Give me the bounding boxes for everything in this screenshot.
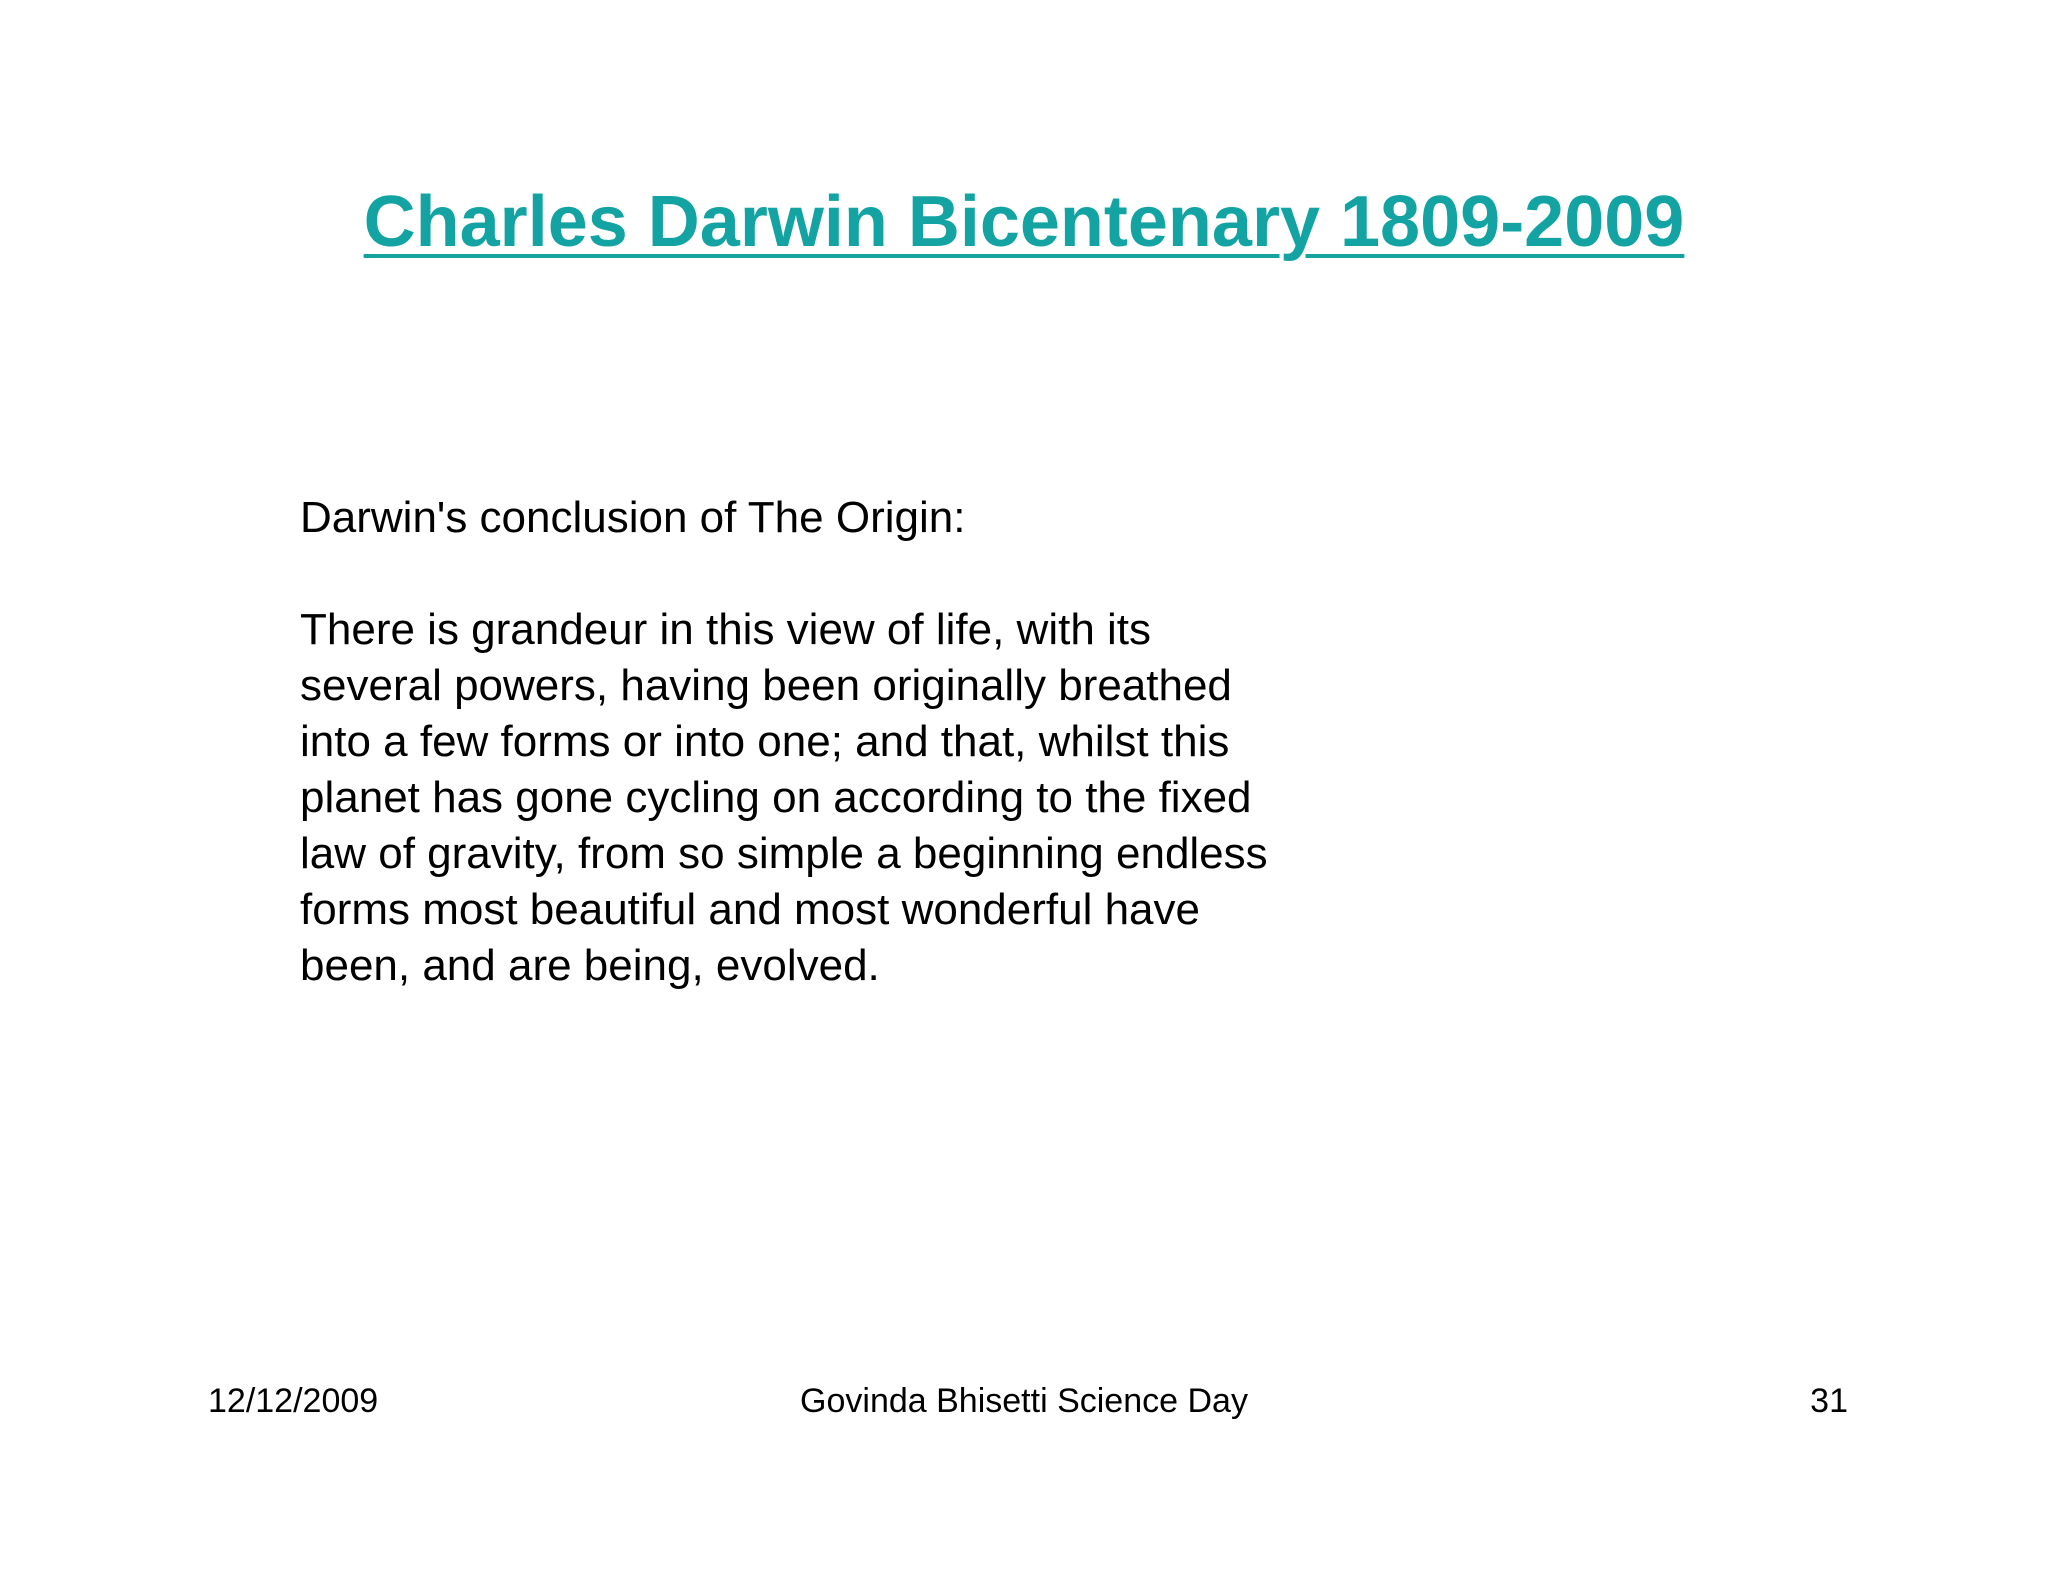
quote-line: There is grandeur in this view of life, with its bbox=[300, 605, 1152, 654]
quote-line: forms most beautiful and most wonderful have bbox=[300, 885, 1201, 934]
footer-presentation-name: Govinda Bhisetti Science Day bbox=[800, 1382, 1248, 1420]
quote-line: been, and are being, evolved. bbox=[300, 941, 880, 990]
slide-title: Charles Darwin Bicentenary 1809-2009 bbox=[363, 182, 1685, 262]
quote-line: planet has gone cycling on according to the fixed bbox=[300, 773, 1252, 822]
intro-text: Darwin's conclusion of The Origin: bbox=[300, 493, 966, 542]
footer-date: 12/12/2009 bbox=[208, 1382, 379, 1420]
darwin-quote bbox=[300, 602, 1268, 994]
quote-line: several powers, having been originally breathed bbox=[300, 661, 1232, 710]
page-number: 31 bbox=[1810, 1382, 1848, 1420]
quote-line: law of gravity, from so simple a beginning endless bbox=[300, 829, 1268, 878]
quote-line: into a few forms or into one; and that, whilst this bbox=[300, 717, 1230, 766]
